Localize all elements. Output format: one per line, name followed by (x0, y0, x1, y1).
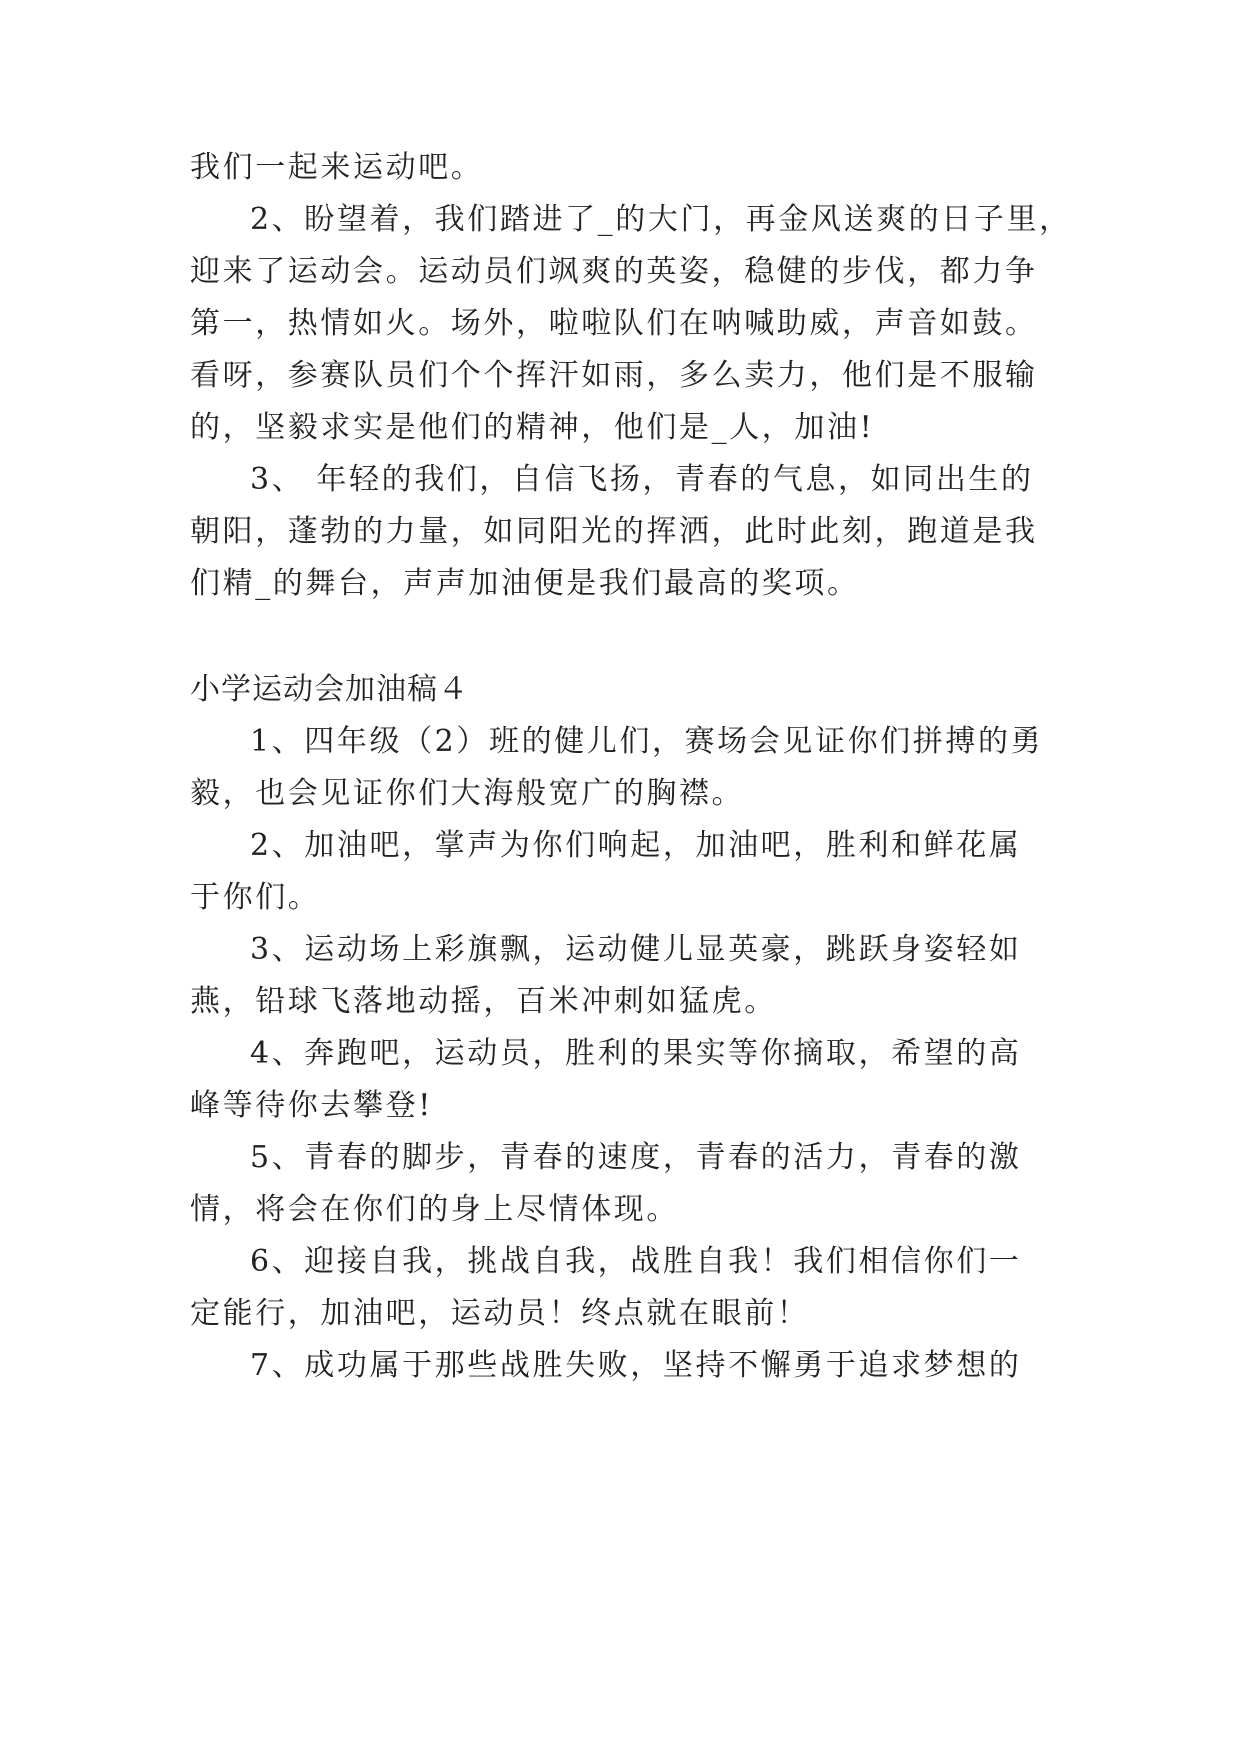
paragraph-line: 1、四年级（2）班的健儿们，赛场会见证你们拼搏的勇 (250, 724, 1044, 759)
paragraph-line: 3、运动场上彩旗飘，运动健儿显英豪，跳跃身姿轻如 (250, 932, 1022, 967)
paragraph-line: 于你们。 (190, 880, 321, 915)
paragraph-line: 我们一起来运动吧。 (190, 150, 484, 185)
paragraph-line: 看呀，参赛队员们个个挥汗如雨，多么卖力，他们是不服输 (190, 358, 1038, 393)
paragraph-line: 5、青春的脚步，青春的速度，青春的活力，青春的激 (250, 1140, 1022, 1175)
paragraph-line: 定能行，加油吧，运动员！终点就在眼前！ (190, 1296, 810, 1331)
paragraph-line: 迎来了运动会。运动员们飒爽的英姿，稳健的步伐，都力争 (190, 254, 1038, 289)
paragraph-line: 朝阳，蓬勃的力量，如同阳光的挥洒，此时此刻，跑道是我 (190, 514, 1038, 549)
paragraph-line: 7、成功属于那些战胜失败，坚持不懈勇于追求梦想的 (250, 1348, 1022, 1383)
paragraph-line: 2、盼望着，我们踏进了_的大门，再金风送爽的日子里， (250, 202, 1072, 237)
paragraph-line: 第一，热情如火。场外，啦啦队们在呐喊助威，声音如鼓。 (190, 306, 1038, 341)
paragraph-line: 们精_的舞台，声声加油便是我们最高的奖项。 (190, 566, 860, 601)
paragraph-line: 2、加油吧，掌声为你们响起，加油吧，胜利和鲜花属 (250, 828, 1022, 863)
section-title: 小学运动会加油稿４ (190, 672, 469, 707)
paragraph-line: 6、迎接自我，挑战自我，战胜自我！我们相信你们一 (250, 1244, 1022, 1279)
paragraph-line: 的，坚毅求实是他们的精神，他们是_人，加油! (190, 410, 875, 445)
paragraph-line: 峰等待你去攀登! (190, 1088, 433, 1123)
paragraph-line: 情，将会在你们的身上尽情体现。 (190, 1192, 679, 1227)
paragraph-line: 燕，铅球飞落地动摇，百米冲刺如猛虎。 (190, 984, 777, 1019)
paragraph-line: 毅，也会见证你们大海般宽广的胸襟。 (190, 776, 745, 811)
paragraph-line: 3、 年轻的我们，自信飞扬，青春的气息，如同出生的 (250, 462, 1034, 497)
paragraph-line: 4、奔跑吧，运动员，胜利的果实等你摘取，希望的高 (250, 1036, 1022, 1071)
